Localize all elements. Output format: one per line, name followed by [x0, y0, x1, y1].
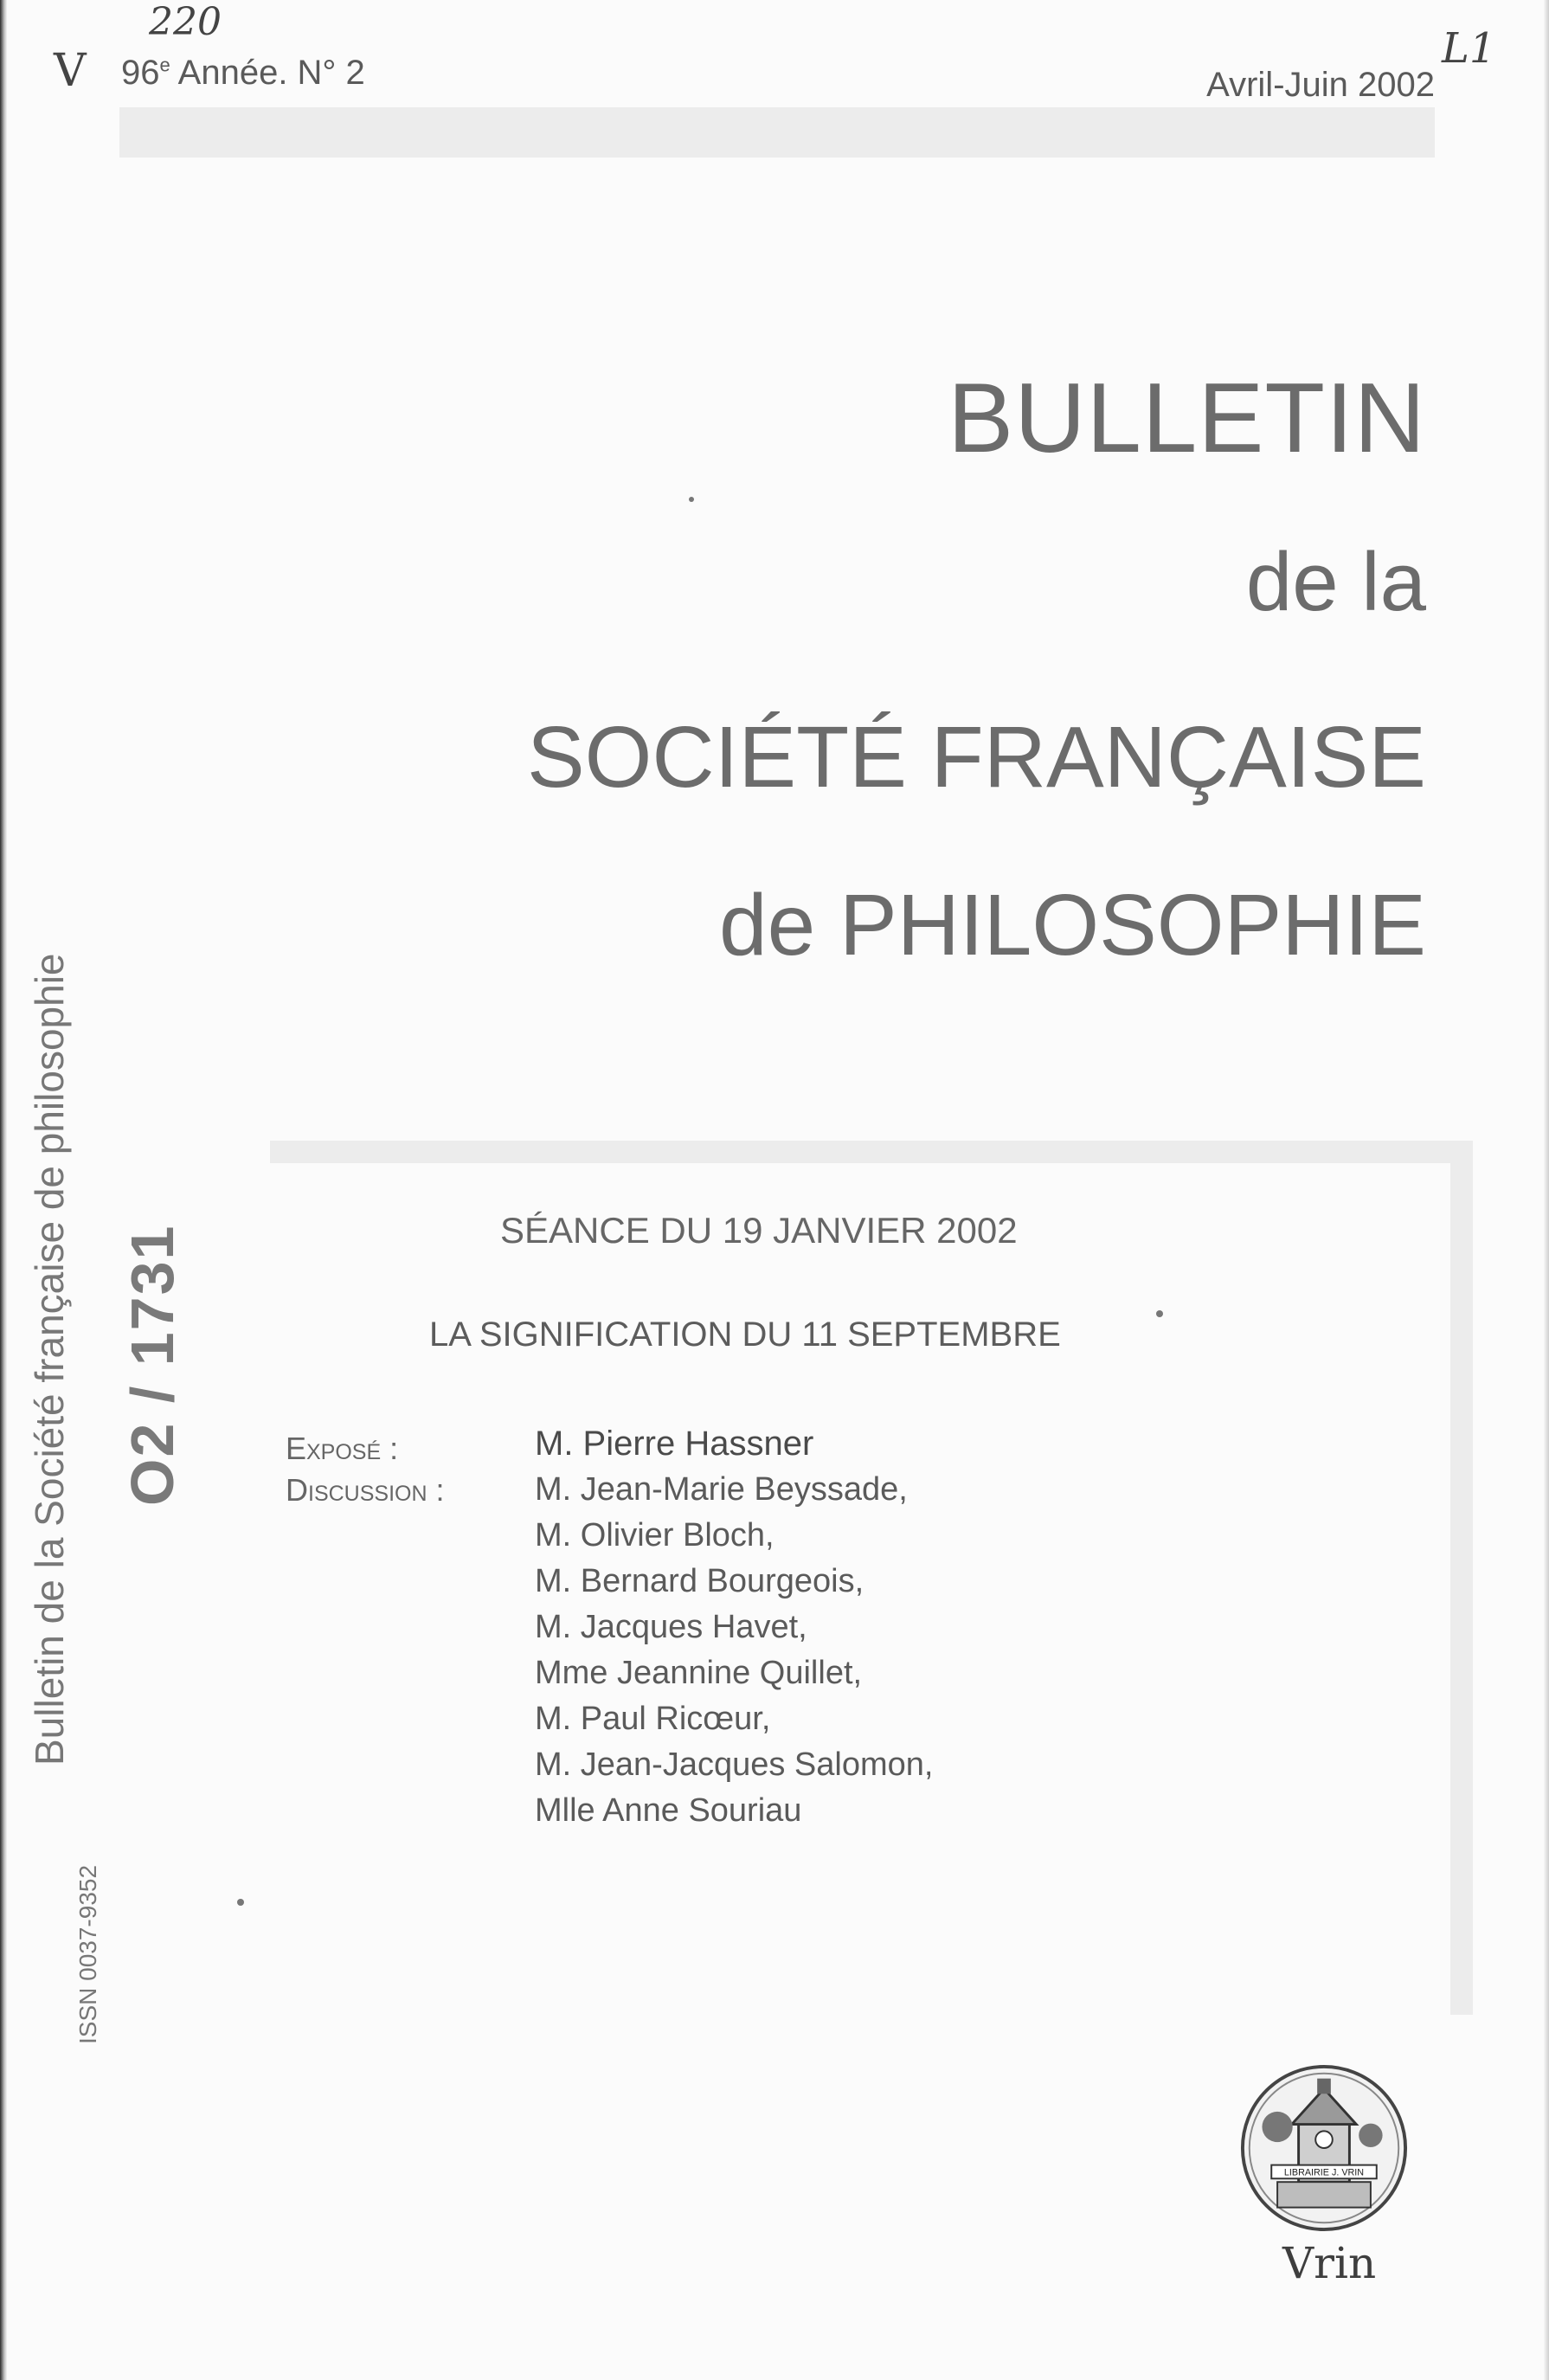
issue-date: Avril-Juin 2002 — [1206, 66, 1435, 104]
role-labels — [286, 1428, 445, 1511]
page-edge-left — [0, 0, 7, 2380]
participant-name: M. Paul Ricœur, — [535, 1701, 771, 1737]
issue-year-number: 96 — [121, 54, 160, 92]
expose-label: Exposé : — [286, 1431, 399, 1466]
speck — [1156, 1310, 1163, 1317]
seance-date: SÉANCE DU 19 JANVIER 2002 — [500, 1210, 1018, 1251]
issue-ordinal-suffix: e — [159, 54, 170, 76]
issue-rest: Année. N° 2 — [170, 54, 365, 92]
handwritten-corner-mark: L1 — [1442, 24, 1496, 73]
speck — [237, 1899, 244, 1906]
participant-name: Mlle Anne Souriau — [535, 1792, 802, 1829]
handwritten-number: 220 — [149, 0, 222, 44]
spine-journal-title: Bulletin de la Société française de philosophie — [27, 953, 72, 1766]
participant-name: Mme Jeannine Quillet, — [535, 1655, 863, 1691]
title-de-philosophie: de PHILOSOPHIE — [719, 877, 1426, 974]
publisher-name: Vrin — [1282, 2238, 1377, 2288]
logo-text: LIBRAIRIE J. VRIN — [1283, 2167, 1365, 2178]
session-subject: LA SIGNIFICATION DU 11 SEPTEMBRE — [429, 1315, 1061, 1354]
speck — [689, 497, 694, 502]
spine-shelf-code: O2 / 1731 — [119, 1224, 186, 1506]
participant-name: M. Olivier Bloch, — [535, 1517, 774, 1553]
header-band — [119, 107, 1435, 158]
participant-name: M. Jean-Jacques Salomon, — [535, 1746, 934, 1783]
spine-issn: ISSN 0037-9352 — [74, 1864, 101, 2044]
title-bulletin: BULLETIN — [948, 363, 1426, 473]
handwritten-check: V — [54, 45, 87, 97]
publisher-logo — [1239, 2063, 1409, 2233]
discussion-label: Discussion : — [286, 1472, 445, 1508]
speaker-name: M. Pierre Hassner — [535, 1425, 814, 1463]
participant-name: M. Jean-Marie Beyssade, — [535, 1471, 908, 1508]
title-de-la: de la — [1245, 536, 1426, 628]
page-edge-right — [1544, 0, 1549, 2380]
participant-list — [535, 1421, 933, 1834]
title-societe-francaise: SOCIÉTÉ FRANÇAISE — [526, 709, 1426, 806]
participant-name: M. Jacques Havet, — [535, 1609, 807, 1645]
issue-number — [121, 54, 365, 93]
participant-name: M. Bernard Bourgeois, — [535, 1563, 864, 1599]
